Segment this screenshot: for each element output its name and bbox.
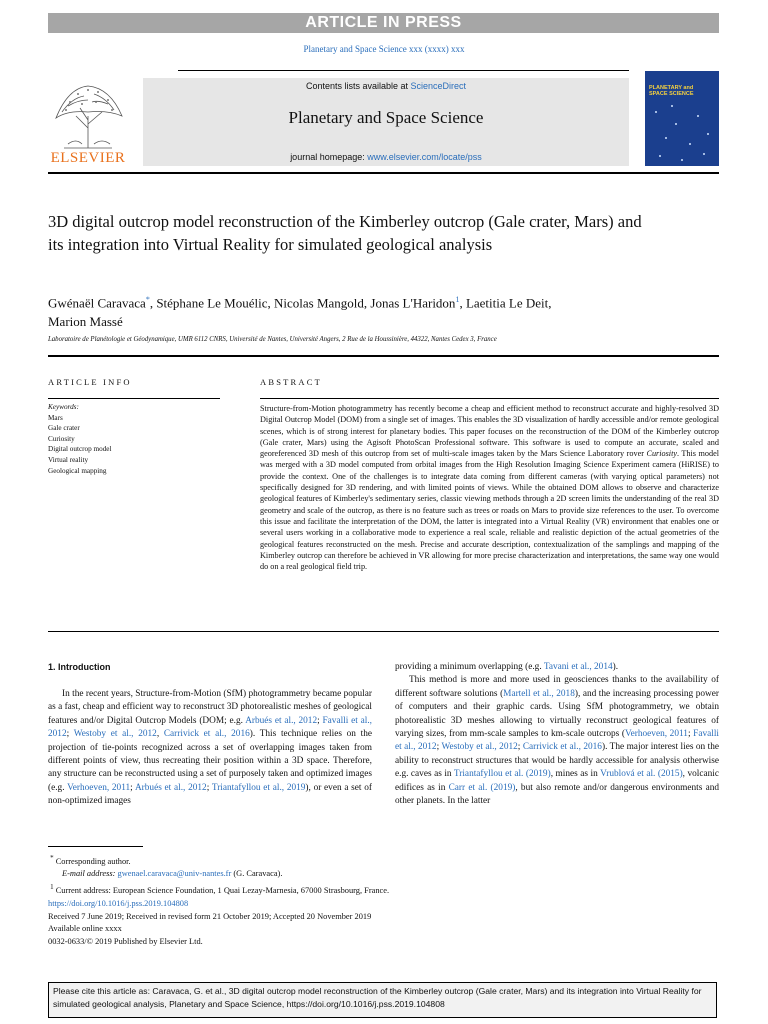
keywords-label: Keywords: <box>48 403 79 411</box>
corresponding-author-note: Corresponding author. <box>55 856 131 866</box>
citation-link[interactable]: Verhoeven, 2011 <box>67 782 131 793</box>
citation-link[interactable]: Westoby et al., 2012 <box>73 729 157 740</box>
publisher-wordmark: ELSEVIER <box>50 150 126 166</box>
contents-prefix: Contents lists available at <box>305 81 411 91</box>
intro-left-column <box>48 688 372 809</box>
header-rule <box>178 70 629 71</box>
citation-link[interactable]: Tavani et al., 2014 <box>543 662 613 672</box>
journal-reference-link[interactable]: Planetary and Space Science xxx (xxxx) xxx <box>303 44 465 54</box>
intro-paragraph: In the recent years, Structure-from-Motion (SfM) photogrammetry became popular as a fast, cheap and efficient way to reconstruct 3D photorealistic meshes of geological features and/or Digital Outcrop Models (DOM; e.g. Arbués et al., 2012; Favalli et al., 2012; Westoby et al., 2012, Carrivick et al., 2016). This technique relies on the projection of tie-points recognized across a set of overlapping images taken from different points of view, thus recreating their position within a 3D space. Therefore, any structure can be reconstructed using a set of purposely taken and optimized images (e.g. Verhoeven, 2011; Arbués et al., 2012; Triantafyllou et al., 2019), or even a set of non-optimized images <box>48 689 373 807</box>
affiliation: Laboratoire de Planétologie et Géodynamique, UMR 6112 CNRS, Université de Nantes, Université Angers, 2 Rue de la Houssinière, 44322, Nantes Cedex 3, France <box>48 336 497 343</box>
history-dates: Received 7 June 2019; Received in revised form 21 October 2019; Accepted 20 November 2019 <box>48 911 372 921</box>
keyword: Curiosity <box>48 434 75 443</box>
citation-link[interactable]: Verhoeven, 2011 <box>624 729 688 740</box>
citation-link[interactable]: Triantafyllou et al., 2019 <box>211 782 306 793</box>
contents-line <box>143 81 629 91</box>
author-list: Gwénaël Caravaca*, Stéphane Le Mouélic, Nicolas Mangold, Jonas L'Haridon$^1$, Laetitia Le Deit, Marion Massé <box>48 295 552 330</box>
citation-link[interactable]: Carr et al. (2019) <box>448 782 516 793</box>
abstract-rule <box>260 398 719 399</box>
footnotes: * Corresponding author. E-mail address: gwenael.caravaca@univ-nantes.fr (G. Caravaca). $^1$ Current address: European Science Foundation, 1 Quai Lezay-Marnesia, 67000 Strasbourg, France. <box>50 854 390 895</box>
keyword: Virtual reality <box>48 455 89 464</box>
rover-name: Curiosity <box>646 449 677 459</box>
cover-title-line-1: PLANETARY and <box>649 85 694 91</box>
citation-box: Please cite this article as: Caravaca, G. et al., 3D digital outcrop model reconstruction of the Kimberley outcrop (Gale crater, Mars) and its integration into Virtual Reality for simulated geological analysis, Planetary and Space Science, https://doi.org/10.1016/j.pss.2019.104808 <box>48 982 717 1018</box>
intro-paragraph: providing a minimum overlapping (e.g. Tavani et al., 2014). <box>395 662 619 672</box>
journal-homepage-link[interactable]: www.elsevier.com/locate/pss <box>367 152 482 162</box>
current-address-note: Current address: European Science Foundation, 1 Quai Lezay-Marnesia, 67000 Strasbourg, France. <box>55 885 390 895</box>
keyword: Mars <box>48 413 63 422</box>
author-name: Nicolas Mangold <box>274 295 364 311</box>
article-in-press-banner: ARTICLE IN PRESS <box>48 13 719 33</box>
article-info-rule <box>48 398 220 399</box>
journal-title: Planetary and Space Science <box>288 108 484 127</box>
citation-link[interactable]: Favalli et al., 2012 <box>48 715 372 740</box>
available-online: Available online xxxx <box>48 924 122 934</box>
copyright: 0032-0633/© 2019 Published by Elsevier Ltd. <box>48 936 203 946</box>
author-name: Marion Massé <box>48 314 123 330</box>
email-label: E-mail address: <box>62 869 116 879</box>
journal-homepage-line <box>143 152 629 162</box>
author-mark[interactable]: 1 <box>455 295 460 304</box>
section-heading-introduction: 1. Introduction <box>48 662 111 672</box>
sciencedirect-link[interactable]: ScienceDirect <box>410 81 467 91</box>
abstract-bottom-rule <box>48 631 719 632</box>
author-name: Jonas L'Haridon <box>370 295 456 311</box>
citation-link[interactable]: Favalli et al., 2012 <box>395 729 719 753</box>
citation-link[interactable]: Arbués et al., 2012 <box>245 715 318 726</box>
author-name: Laetitia Le Deit <box>465 295 549 311</box>
homepage-prefix: journal homepage: <box>290 152 368 162</box>
keyword: Geological mapping <box>48 466 107 475</box>
email-link[interactable]: gwenael.caravaca@univ-nantes.fr <box>117 869 232 879</box>
author-name: Gwénaël Caravaca <box>48 295 146 311</box>
author-name: Stéphane Le Mouélic <box>156 295 268 311</box>
intro-paragraph: This method is more and more used in geosciences thanks to the availability of different software solutions (Martell et al., 2018), and the increasing processing power of computers and their graphic cards. Using SfM photogrammetry, we obtain photorealistic 3D meshes allowing to virtually reconstruct geological features of varying sizes, from mm-scale samples to km-scale outcrops (Verhoeven, 2011; Favalli et al., 2012; Westoby et al., 2012; Carrivick et al., 2016). The major interest lies on the ability to reconstruct structures that would be hardly accessible for analysis otherwise e.g. caves as in Triantafyllou et al. (2019), mines as in Vrublová et al. (2015), volcanic edifices as in Carr et al. (2019), but also remote and/or dangerous environments and other planets. In the latter <box>395 675 720 807</box>
citation-link[interactable]: Westoby et al., 2012 <box>441 742 518 753</box>
keywords-block <box>48 402 111 476</box>
article-info-heading: ARTICLE INFO <box>48 377 132 387</box>
publication-info <box>48 898 371 948</box>
header-thick-rule <box>48 172 719 174</box>
doi-link[interactable]: https://doi.org/10.1016/j.pss.2019.104808 <box>48 899 189 908</box>
keyword: Gale crater <box>48 424 80 433</box>
intro-right-column <box>395 661 719 808</box>
article-title: 3D digital outcrop model reconstruction of the Kimberley outcrop (Gale crater, Mars) and its integration into Virtual Reality for simulated geological analysis <box>48 212 642 254</box>
abstract-text: Structure-from-Motion photogrammetry has recently become a cheap and efficient method to reconstruct accurate and highly-resolved 3D Digital Outcrop Model (DOM) from a single set of images. This enables the 3D visualization of hardly accessible and/or remote geological scenes, which is of strong interest for planetary bodies. This paper focuses on the reconstruction of the DOM of the Kimberley outcrop (Gale crater, Mars) using the Agisoft PhotoScan Professional software. This software is used to compute an accurate, scaled and georeferenced 3D mesh of this outcrop from set of multi-scale images taken by the Mars Science Laboratory rover Curiosity. This model was merged with a 3D model computed from orbital images from the High Resolution Imaging Science Experiment camera (HiRISE) to provide the context. One of the challenges is to integrate data coming from different cameras (with varying optical parameters) not specifically designed for 3D rendering, and with limited points of views. While the obtained DOM allows to observe and characterize geological features of Kimberley's sedimentary series, classic viewing methods through a 2D screen limits the understanding of the real 3D geometry and scale of the outcrop, as there is no feature such as trees or roads on Mars to provide size references to the user. To overcome this issue and facilitate the interpretation of the DOM, the latter is integrated into a Virtual Reality (VR) environment that enables one or several users working in a collaborative mode to experience a real scale, reliable and realistic depiction of the actual geometries of the geological features reconstructed on the mesh. Precise and accurate description, contextualization of the samplings and mapping of the Kimberley outcrop can therefore be achieved in VR allowing for more precise characterization and interpretations, the same way one would do on a real geological field trip. <box>260 404 720 572</box>
abstract-heading: ABSTRACT <box>260 377 322 387</box>
cover-title-line-2: SPACE SCIENCE <box>649 91 694 97</box>
citation-link[interactable]: Arbués et al., 2012 <box>134 782 207 793</box>
footnote-rule <box>48 846 143 847</box>
citation-link[interactable]: Vrublová et al. (2015) <box>600 769 683 780</box>
citation-link[interactable]: Carrivick et al., 2016 <box>522 742 602 753</box>
citation-link[interactable]: Martell et al., 2018 <box>503 688 575 699</box>
author-mark[interactable]: * <box>145 295 150 304</box>
journal-cover-image <box>645 71 719 166</box>
citation-link[interactable]: Triantafyllou et al. (2019) <box>453 769 551 780</box>
keyword: Digital outcrop model <box>48 445 112 454</box>
section-rule <box>48 355 719 357</box>
citation-link[interactable]: Carrivick et al., 2016 <box>163 729 250 740</box>
